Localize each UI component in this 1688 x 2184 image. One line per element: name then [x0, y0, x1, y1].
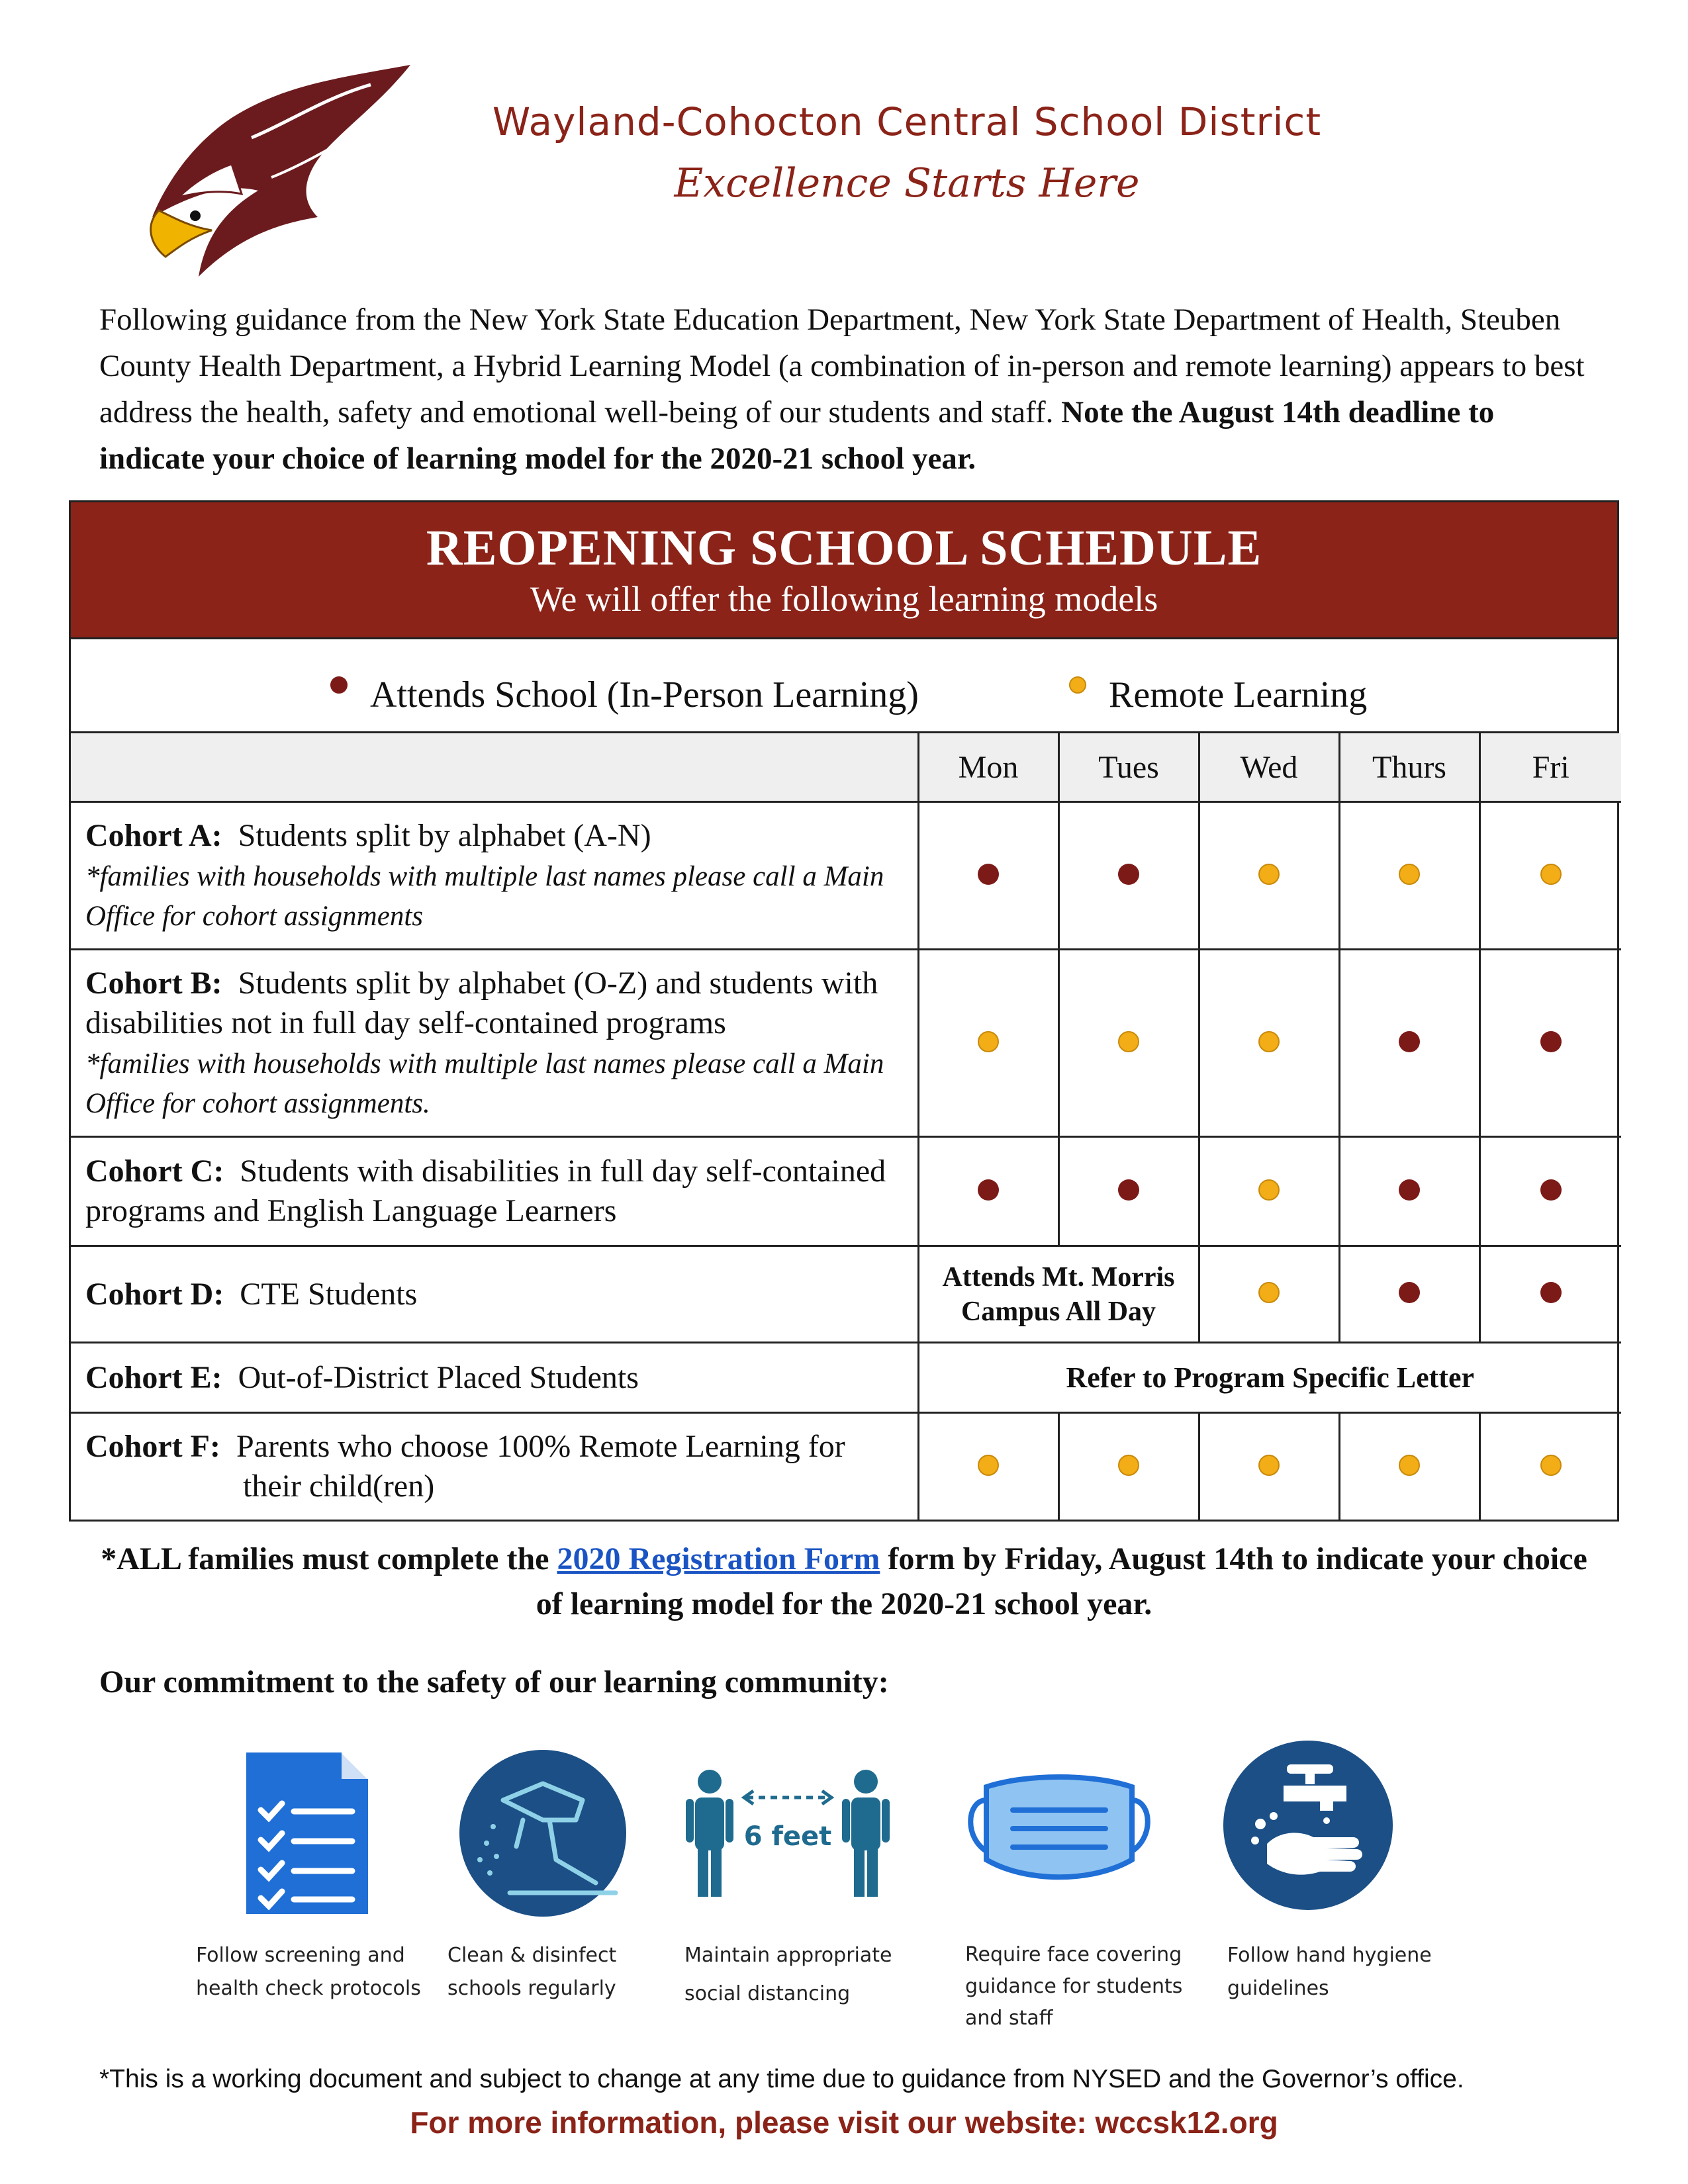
caption-screening [196, 1939, 421, 2005]
remote-dot-icon [1258, 1282, 1280, 1303]
cohort-b-mon [918, 950, 1058, 1137]
cohort-a-note: *families with households with multiple last names please call a Main Office for cohort assignments [85, 861, 884, 932]
cohort-c-name: Cohort C: [85, 1154, 224, 1189]
intro-deadline-note: Note the August 14th deadline to indicate your choice of learning model for the 2020-21 school year. [99, 395, 1495, 476]
cohort-c-mon [918, 1137, 1058, 1246]
cohort-b-name: Cohort B: [85, 966, 222, 1001]
cohort-b-label [71, 950, 918, 1137]
cohort-c-tues [1058, 1137, 1199, 1246]
district-name: Wayland-Cohocton Central School District [492, 99, 1322, 144]
registration-note [93, 1537, 1595, 1627]
inperson-dot-icon [1399, 1282, 1420, 1303]
day-header-mon: Mon [918, 733, 1058, 802]
registration-post: form by Friday, August 14th to indicate your choice of learning model for the 2020-21 school year. [536, 1541, 1587, 1621]
caption-hand-hygiene [1227, 1939, 1432, 2005]
cohort-e-program-letter: Refer to Program Specific Letter [918, 1343, 1621, 1413]
schedule-header [71, 502, 1617, 639]
cohort-b-desc: Students split by alphabet (O-Z) and students with disabilities not in full day self-contained programs [85, 966, 878, 1040]
caption-mask-line1: Require face covering [965, 1943, 1182, 1966]
cohort-a-mon [918, 802, 1058, 950]
remote-dot-icon [1258, 864, 1280, 885]
registration-pre: *ALL families must complete the [101, 1541, 549, 1576]
cohort-c-row [71, 1137, 1621, 1246]
cohort-e-name: Cohort E: [85, 1359, 222, 1395]
cohort-f-label [71, 1413, 918, 1520]
caption-hygiene-line2: guidelines [1227, 1977, 1329, 2000]
checklist-document-icon [241, 1747, 373, 1919]
caption-mask-line2: guidance for students [965, 1975, 1183, 1998]
inperson-dot-icon [1118, 864, 1139, 885]
caption-screening-line2: health check protocols [196, 1977, 421, 2000]
cohort-b-note: *families with households with multiple last names please call a Main Office for cohort assignments. [85, 1048, 884, 1119]
inperson-dot-icon [1540, 1031, 1562, 1052]
remote-dot-icon [1258, 1455, 1280, 1476]
cohort-e-row [71, 1343, 1621, 1413]
inperson-dot-icon [1399, 1031, 1420, 1052]
face-mask-icon [960, 1760, 1158, 1893]
cohort-b-tues [1058, 950, 1199, 1137]
cohort-e-desc: Out-of-District Placed Students [238, 1359, 639, 1395]
remote-dot-icon [1540, 1455, 1562, 1476]
caption-mask-line3: and staff [965, 2007, 1053, 2030]
remote-dot-icon [1069, 676, 1086, 694]
header-blank-cell [71, 733, 918, 802]
cohort-b-wed [1199, 950, 1339, 1137]
cohort-f-name: Cohort F: [85, 1429, 220, 1464]
cohort-d-name: Cohort D: [85, 1276, 224, 1312]
cohort-a-fri [1479, 802, 1621, 950]
commitment-heading: Our commitment to the safety of our learning community: [99, 1664, 889, 1700]
motto: Excellence Starts Here [674, 160, 1140, 206]
day-header-row [71, 733, 1621, 802]
cohort-f-fri [1479, 1413, 1621, 1520]
remote-dot-icon [1399, 864, 1420, 885]
caption-hygiene-line1: Follow hand hygiene [1227, 1944, 1432, 1967]
schedule-grid [71, 733, 1621, 1520]
cohort-b-thurs [1339, 950, 1479, 1137]
inperson-dot-icon [1540, 1179, 1562, 1201]
caption-screening-line1: Follow screening and [196, 1944, 405, 1967]
social-distance-icon [682, 1767, 894, 1899]
six-feet-label: 6 feet [743, 1821, 832, 1852]
cohort-b-row [71, 950, 1621, 1137]
registration-form-link[interactable]: 2020 Registration Form [557, 1541, 880, 1576]
inperson-dot-icon [1118, 1179, 1139, 1201]
day-header-thurs: Thurs [1339, 733, 1479, 802]
cohort-c-desc: Students with disabilities in full day self-contained programs and English Language Learners [85, 1154, 886, 1228]
schedule-title: REOPENING SCHOOL SCHEDULE [426, 520, 1262, 576]
remote-dot-icon [978, 1031, 999, 1052]
remote-dot-icon [1118, 1031, 1139, 1052]
cohort-c-fri [1479, 1137, 1621, 1246]
legend-inperson [330, 674, 919, 716]
spray-bottle-icon [457, 1747, 629, 1919]
cohort-c-wed [1199, 1137, 1339, 1246]
cohort-f-mon [918, 1413, 1058, 1520]
caption-distancing-line2: social distancing [684, 1982, 851, 2005]
cohort-d-fri [1479, 1246, 1621, 1343]
cohort-d-row [71, 1246, 1621, 1343]
caption-clean-line1: Clean & disinfect [447, 1944, 617, 1967]
cohort-c-label [71, 1137, 918, 1246]
cohort-d-thurs [1339, 1246, 1479, 1343]
cohort-a-desc: Students split by alphabet (A-N) [238, 818, 651, 853]
cohort-f-thurs [1339, 1413, 1479, 1520]
day-header-fri: Fri [1479, 733, 1621, 802]
inperson-dot-icon [1540, 1282, 1562, 1303]
legend-remote-label: Remote Learning [1109, 674, 1368, 715]
cohort-f-desc-line1: Parents who choose 100% Remote Learning for [236, 1429, 845, 1464]
cohort-a-label [71, 802, 918, 950]
caption-distancing-line1: Maintain appropriate [684, 1944, 892, 1967]
remote-dot-icon [1118, 1455, 1139, 1476]
remote-dot-icon [1258, 1179, 1280, 1201]
inperson-dot-icon [978, 1179, 999, 1201]
cohort-d-desc: CTE Students [240, 1276, 418, 1312]
inperson-dot-icon [1399, 1179, 1420, 1201]
remote-dot-icon [1540, 864, 1562, 885]
legend [71, 639, 1617, 733]
cohort-c-thurs [1339, 1137, 1479, 1246]
cohort-d-mt-morris: Attends Mt. Morris Campus All Day [918, 1246, 1199, 1343]
legend-remote [1069, 674, 1367, 716]
cohort-d-label [71, 1246, 918, 1343]
cohort-f-wed [1199, 1413, 1339, 1520]
hand-washing-icon [1221, 1738, 1395, 1913]
caption-clean [447, 1939, 616, 2005]
schedule-subtitle: We will offer the following learning models [530, 579, 1158, 619]
legend-inperson-label: Attends School (In-Person Learning) [370, 674, 919, 715]
caption-distancing [684, 1939, 892, 2011]
remote-dot-icon [1258, 1031, 1280, 1052]
intro-paragraph [99, 296, 1589, 482]
disclaimer: *This is a working document and subject to change at any time due to guidance from NYSED and the Governor’s office. [99, 2065, 1464, 2093]
caption-clean-line2: schools regularly [447, 1977, 616, 2000]
reopening-schedule-table [69, 500, 1619, 1522]
cohort-a-tues [1058, 802, 1199, 950]
cohort-f-tues [1058, 1413, 1199, 1520]
caption-face-covering [965, 1939, 1182, 2034]
remote-dot-icon [1399, 1455, 1420, 1476]
cohort-a-row [71, 802, 1621, 950]
cohort-a-thurs [1339, 802, 1479, 950]
day-header-wed: Wed [1199, 733, 1339, 802]
remote-dot-icon [978, 1455, 999, 1476]
cohort-b-fri [1479, 950, 1621, 1137]
eagle-head-logo [119, 58, 410, 283]
cohort-f-row [71, 1413, 1621, 1520]
cohort-d-wed [1199, 1246, 1339, 1343]
inperson-dot-icon [330, 676, 348, 694]
cohort-e-label [71, 1343, 918, 1413]
cohort-a-name: Cohort A: [85, 818, 222, 853]
cohort-a-wed [1199, 802, 1339, 950]
cohort-f-desc-line2: their child(ren) [243, 1469, 435, 1504]
website-link[interactable]: For more information, please visit our website: wccsk12.org [410, 2105, 1278, 2140]
day-header-tues: Tues [1058, 733, 1199, 802]
intro-text: Following guidance from the New York State Education Department, New York State Department of Health, Steuben County Health Department, a Hybrid Learning Model (a combination of in-person and remote learning) appears to best address the health, safety and emotional well-being of our students and staff. [99, 302, 1585, 430]
inperson-dot-icon [978, 864, 999, 885]
